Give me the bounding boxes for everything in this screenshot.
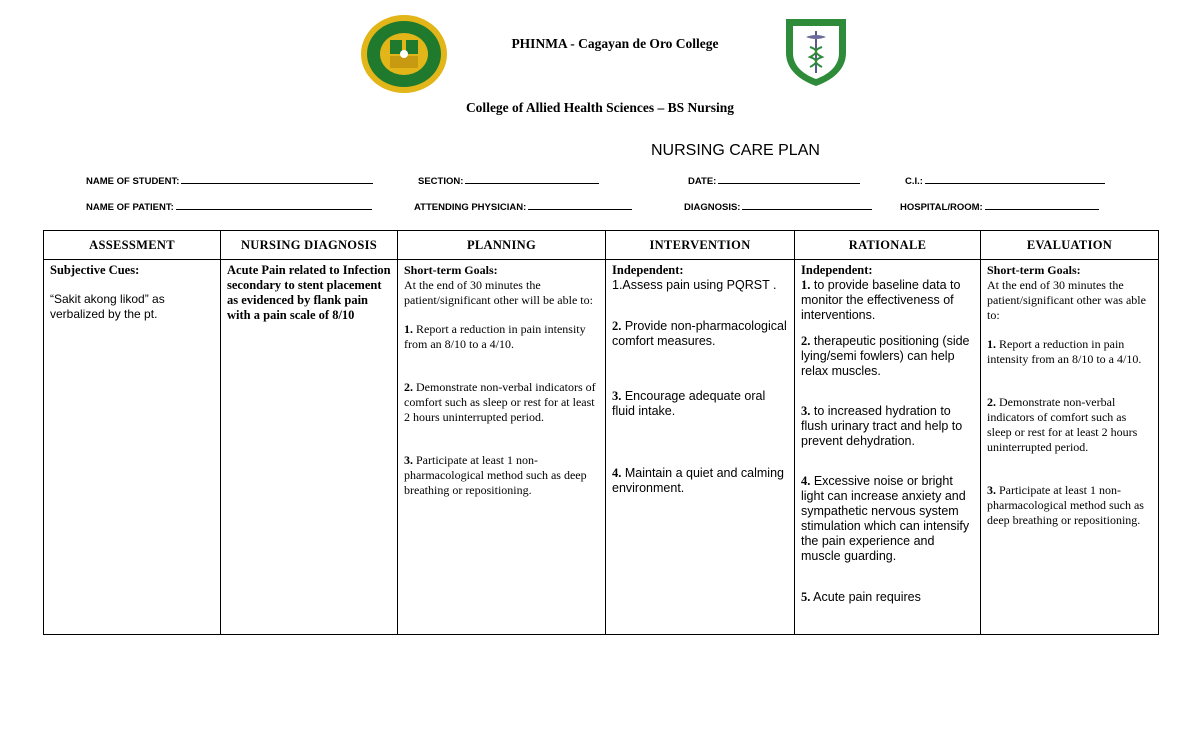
rationale-heading: Independent: bbox=[801, 263, 873, 277]
physician-blank[interactable] bbox=[528, 200, 632, 210]
subjective-cues-heading: Subjective Cues: bbox=[50, 263, 140, 277]
ci-blank[interactable] bbox=[925, 174, 1105, 184]
nursing-shield-logo bbox=[784, 17, 848, 87]
diagnosis-label: DIAGNOSIS: bbox=[684, 202, 741, 213]
section-field[interactable] bbox=[418, 174, 599, 187]
intervention-item-4: 4. Maintain a quiet and calming environment. bbox=[612, 466, 784, 495]
student-name-blank[interactable] bbox=[181, 174, 373, 184]
college-line: College of Allied Health Sciences – BS Nursing bbox=[465, 100, 735, 115]
evaluation-goal-3: 3. Participate at least 1 non-pharmacological method such as deep breathing or repositioning. bbox=[987, 483, 1144, 527]
patient-name-blank[interactable] bbox=[176, 200, 372, 210]
evaluation-goal-2: 2. Demonstrate non-verbal indicators of comfort such as sleep or rest for at least 2 hours uninterrupted period. bbox=[987, 395, 1138, 454]
date-label: DATE: bbox=[688, 176, 717, 187]
date-field[interactable] bbox=[688, 174, 860, 187]
diagnosis-field[interactable] bbox=[684, 200, 872, 213]
document-title: NURSING CARE PLAN bbox=[651, 142, 820, 159]
rationale-item-3: 3. to increased hydration to flush urinary tract and help to prevent dehydration. bbox=[801, 404, 963, 448]
physician-label: ATTENDING PHYSICIAN: bbox=[414, 202, 527, 213]
planning-goal-3: 3. Participate at least 1 non-pharmacological method such as deep breathing or repositioning. bbox=[404, 453, 587, 497]
header-nursing-diagnosis: NURSING DIAGNOSIS bbox=[221, 231, 398, 260]
header-assessment: ASSESSMENT bbox=[44, 231, 221, 260]
hospital-room-label: HOSPITAL/ROOM: bbox=[900, 202, 983, 213]
section-blank[interactable] bbox=[465, 174, 599, 184]
header-evaluation: EVALUATION bbox=[981, 231, 1159, 260]
student-name-label: NAME OF STUDENT: bbox=[86, 176, 180, 187]
rationale-item-2: 2. therapeutic positioning (side lying/semi fowlers) can help relax muscles. bbox=[801, 334, 970, 378]
intervention-item-3: 3. Encourage adequate oral fluid intake. bbox=[612, 389, 766, 418]
planning-intro: At the end of 30 minutes the patient/significant other will be able to: bbox=[404, 278, 593, 307]
patient-name-label: NAME OF PATIENT: bbox=[86, 202, 174, 213]
subjective-cue-quote: “Sakit akong likod” as verbalized by the pt. bbox=[50, 292, 165, 321]
diagnosis-blank[interactable] bbox=[742, 200, 872, 210]
date-blank[interactable] bbox=[718, 174, 860, 184]
header-rationale: RATIONALE bbox=[795, 231, 981, 260]
assessment-cell[interactable] bbox=[44, 260, 221, 635]
table-header-row bbox=[44, 231, 1159, 260]
evaluation-goal-1: 1. Report a reduction in pain intensity from an 8/10 to a 4/10. bbox=[987, 337, 1142, 366]
college-seal-logo bbox=[360, 14, 448, 94]
rationale-item-4: 4. Excessive noise or bright light can increase anxiety and sympathetic nervous system stimulation which can intensify the pain experience and muscle guarding. bbox=[801, 474, 970, 563]
planning-heading: Short-term Goals: bbox=[404, 263, 498, 277]
header-planning: PLANNING bbox=[398, 231, 606, 260]
intervention-item-2: 2. Provide non-pharmacological comfort measures. bbox=[612, 319, 787, 348]
section-label: SECTION: bbox=[418, 176, 464, 187]
school-name: PHINMA - Cagayan de Oro College bbox=[511, 36, 719, 51]
nursing-diagnosis-cell[interactable] bbox=[221, 260, 398, 635]
planning-goal-2: 2. Demonstrate non-verbal indicators of comfort such as sleep or rest for at least 2 hours uninterrupted period. bbox=[404, 380, 596, 424]
patient-name-field[interactable] bbox=[86, 200, 372, 213]
rationale-item-5: 5. Acute pain requires bbox=[801, 590, 921, 604]
ci-label: C.I.: bbox=[905, 176, 923, 187]
rationale-item-1: 1. to provide baseline data to monitor the effectiveness of interventions. bbox=[801, 278, 961, 322]
planning-goal-1: 1. Report a reduction in pain intensity from an 8/10 to a 4/10. bbox=[404, 322, 586, 351]
physician-field[interactable] bbox=[414, 200, 632, 213]
header-intervention: INTERVENTION bbox=[606, 231, 795, 260]
table-row bbox=[44, 260, 1159, 635]
evaluation-intro: At the end of 30 minutes the patient/significant other was able to: bbox=[987, 278, 1146, 322]
hospital-room-blank[interactable] bbox=[985, 200, 1099, 210]
student-name-field[interactable] bbox=[86, 174, 373, 187]
intervention-heading: Independent: bbox=[612, 263, 684, 277]
hospital-room-field[interactable] bbox=[900, 200, 1099, 213]
evaluation-heading: Short-term Goals: bbox=[987, 263, 1081, 277]
ci-field[interactable] bbox=[905, 174, 1105, 187]
evaluation-cell[interactable] bbox=[981, 260, 1159, 635]
rationale-cell[interactable] bbox=[795, 260, 981, 635]
planning-cell[interactable] bbox=[398, 260, 606, 635]
care-plan-table bbox=[43, 230, 1159, 635]
intervention-cell[interactable] bbox=[606, 260, 795, 635]
intervention-item-1: 1.Assess pain using PQRST . bbox=[612, 278, 777, 292]
nursing-diagnosis-text: Acute Pain related to Infection secondary to stent placement as evidenced by flank pain with a pain scale of 8/10 bbox=[227, 263, 391, 322]
